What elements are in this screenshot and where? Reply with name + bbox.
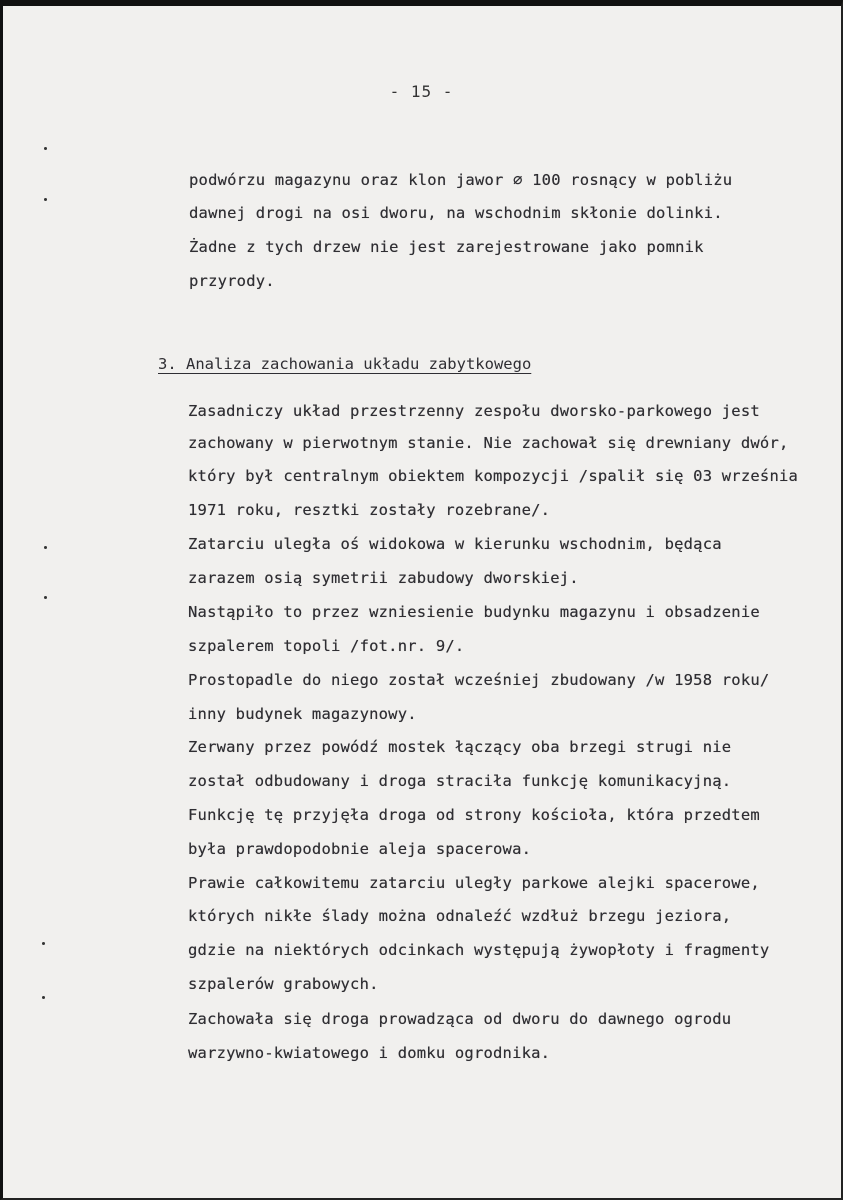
section-heading: 3. Analiza zachowania układu zabytkowego <box>158 355 532 373</box>
body-line-5: Zatarciu uległa oś widokowa w kierunku wschodnim, będąca <box>188 535 722 553</box>
body-line-2: zachowany w pierwotnym stanie. Nie zachował się drewniany dwór, <box>188 434 789 452</box>
margin-dot <box>44 147 47 150</box>
body-line-8: szpalerem topoli /fot.nr. 9/. <box>188 637 465 655</box>
margin-dot <box>44 596 47 599</box>
body-line-19: Zachowała się droga prowadząca od dworu do dawnego ogrodu <box>188 1010 732 1028</box>
margin-dot <box>42 996 45 999</box>
body-line-10: inny budynek magazynowy. <box>188 705 417 723</box>
body-line-13: Funkcję tę przyjęła droga od strony kościoła, która przedtem <box>188 806 760 824</box>
margin-dot <box>42 942 45 945</box>
intro-line-3: Żadne z tych drzew nie jest zarejestrowane jako pomnik <box>189 238 704 256</box>
body-line-6: zarazem osią symetrii zabudowy dworskiej. <box>188 569 579 587</box>
body-line-9: Prostopadle do niego został wcześniej zbudowany /w 1958 roku/ <box>188 671 770 689</box>
intro-line-4: przyrody. <box>189 272 275 290</box>
body-line-3: który był centralnym obiektem kompozycji /spalił się 03 września <box>188 467 799 485</box>
body-line-15: Prawie całkowitemu zatarciu uległy parkowe alejki spacerowe, <box>188 874 760 892</box>
page-number: - 15 - <box>389 82 454 101</box>
margin-dot <box>44 198 47 201</box>
intro-line-2: dawnej drogi na osi dworu, na wschodnim skłonie dolinki. <box>189 204 723 222</box>
body-line-14: była prawdopodobnie aleja spacerowa. <box>188 840 532 858</box>
intro-line-1: podwórzu magazynu oraz klon jawor ∅ 100 rosnący w pobliżu <box>189 171 733 189</box>
body-line-12: został odbudowany i droga straciła funkcję komunikacyjną. <box>188 772 732 790</box>
body-line-17: gdzie na niektórych odcinkach występują żywopłoty i fragmenty <box>188 941 770 959</box>
body-line-7: Nastąpiło to przez wzniesienie budynku magazynu i obsadzenie <box>188 603 760 621</box>
body-line-20: warzywno-kwiatowego i domku ogrodnika. <box>188 1044 551 1062</box>
body-line-11: Zerwany przez powódź mostek łączący oba brzegi strugi nie <box>188 738 732 756</box>
body-line-16: których nikłe ślady można odnaleźć wzdłuż brzegu jeziora, <box>188 907 732 925</box>
margin-dot <box>44 546 47 549</box>
body-line-4: 1971 roku, resztki zostały rozebrane/. <box>188 501 551 519</box>
body-line-1: Zasadniczy układ przestrzenny zespołu dworsko-parkowego jest <box>188 402 760 420</box>
body-line-18: szpalerów grabowych. <box>188 975 379 993</box>
